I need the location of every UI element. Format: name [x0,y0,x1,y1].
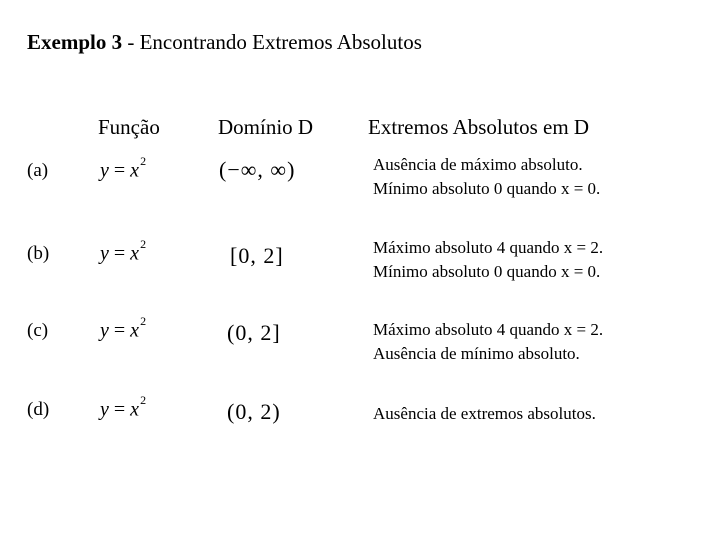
extremes-d-line-1: Ausência de extremos absolutos. [373,404,596,423]
row-label-a: (a) [27,160,49,181]
title-example-number: Exemplo 3 [27,30,123,54]
function-b: $y = x^2$ [100,237,147,265]
extremes-a [373,153,600,201]
title-text: - Encontrando Extremos Absolutos [122,30,422,54]
extremes-b-line-1: Máximo absoluto 4 quando x = 2. [373,238,604,257]
extremes-b-line-2: Mínimo absoluto 0 quando x = 0. [373,262,601,281]
extremes-c [373,318,603,366]
page-title [27,30,422,55]
extremes-c-line-1: Máximo absoluto 4 quando x = 2. [373,320,604,339]
header-extremes: Extremos Absolutos em D [368,115,590,139]
header-function: Função [98,115,160,139]
extremes-a-line-2: Mínimo absoluto 0 quando x = 0. [373,179,601,198]
domain-b: [0, 2] [230,243,284,268]
domain-a: (−∞, ∞) [219,157,296,182]
extremes-b [373,236,603,284]
row-label-c: (c) [27,320,49,341]
function-c: $y = x^2$ [100,314,147,342]
domain-d: (0, 2) [227,399,281,424]
extremes-a-line-1: Ausência de máximo absoluto. [373,155,583,174]
row-label-d: (d) [27,399,50,420]
extremes-d [373,402,596,426]
function-d: $y = x^2$ [100,393,147,421]
extremes-c-line-2: Ausência de mínimo absoluto. [373,344,580,363]
function-a: $y = x^2$ [100,154,147,182]
row-label-b: (b) [27,243,50,264]
domain-c: (0, 2] [227,320,281,345]
header-domain: Domínio D [218,115,314,139]
